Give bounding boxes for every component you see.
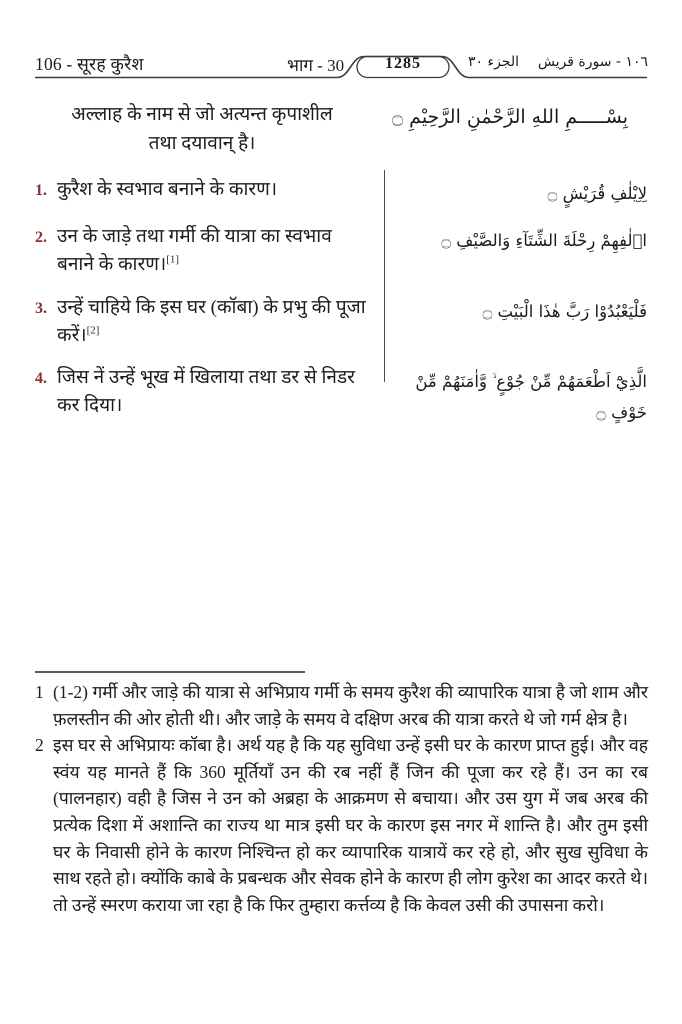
verse-2-text: उन के जाड़े तथा गर्मी की यात्रा का स्वभाव बनाने के कारण।[1]: [57, 226, 332, 276]
verse-row-2: [35, 223, 647, 279]
verse-3-hindi: [35, 294, 373, 350]
footnote-2-number: 2: [35, 735, 44, 756]
footnote-1: [35, 679, 648, 732]
footnote-2-text: इस घर से अभिप्रायः कॉबा है। अर्थ यह है कि यह सुविधा उन्हें इसी घर के कारण प्राप्त हुई। और वह स्वंय यह मानते हैं कि 360 मूर्तियाँ उन की रब नहीं हैं जिन की पूजा कर रहे हैं। उन का रब (पालनहार) वही है जिस ने उन को अब्रहा के आक्रमण से बचाया। और उस युग में जब अरब की प्रत्येक दिशा में अशान्ति का राज्य था मात्र इसी घर के कारण इस नगर में शान्ति है। और तुम इसी घर के निवासी होने के कारण निश्चिन्त हो कर व्यापारिक यात्रायें कर रहे हो, और सुख सुविधा के साथ रहते हो। क्योंकि काबे के प्रबन्धक और सेवक होने के कारण ही लोग कुरेश का आदर करते थे। तो उन्हें स्मरण कराया जा रहा है कि फिर तुम्हारा कर्त्तव्य है कि केवल उसी की उपासना करो।: [53, 735, 648, 915]
bismillah-hindi: अल्लाह के नाम से जो अत्यन्त कृपाशील तथा दयावान् है।: [71, 104, 333, 155]
verse-2-arabic: اٖلٰفِهِمْ رِحْلَةَ الشِّتَآءِ وَالصَّيْفِ ۝: [441, 231, 647, 251]
verse-row-1: [35, 176, 647, 209]
footnote-1-text: (1-2) गर्मी और जाड़े की यात्रा से अभिप्राय गर्मी के समय कुरैश की व्यापारिक यात्रा है जो शाम और फ़लस्तीन की ओर होती थी। और जाड़े के समय वे दक्षिण अरब की यात्रा करते थे जो गर्म क्षेत्र है।: [53, 682, 648, 729]
header-juz-arabic: الجزء ٣٠: [468, 54, 519, 70]
verse-2-hindi: [35, 223, 373, 279]
verse-row-3: [35, 294, 647, 350]
verse-3-footnote-ref: [2]: [86, 324, 100, 337]
verse-4-arabic: الَّذِيْٓ اَطْعَمَهُمْ مِّنْ جُوْعٍ ۙ وَّاٰمَنَهُمْ مِّنْ خَوْفٍ ۝: [415, 371, 647, 423]
header-surah-title-hindi: 106 - सूरह कुरैश: [35, 54, 144, 74]
header-surah-title-arabic: ١٠٦ - سورة قريش: [537, 54, 648, 70]
footnotes-block: [35, 679, 648, 918]
verse-3-number: 3.: [35, 299, 47, 317]
bismillah-arabic: بِسْـــــمِ اللهِ الرَّحْمٰنِ الرَّحِيْمِ ۝: [392, 106, 628, 128]
page-number: 1285: [385, 55, 421, 72]
verse-4-hindi: [35, 364, 373, 420]
footnote-separator-rule: [35, 671, 305, 673]
verse-1-text: कुरैश के स्वभाव बनाने के कारण।: [57, 179, 278, 200]
verses-block: [35, 176, 647, 442]
footnote-1-number: 1: [35, 682, 44, 702]
verse-1-arabic: لِاِيْلٰفِ قُرَيْشٍ ۝: [547, 184, 647, 203]
verse-4-number: 4.: [35, 369, 47, 387]
verse-1-number: 1.: [35, 182, 47, 199]
footnote-2: [35, 732, 648, 918]
verse-4-text: जिस नें उन्हें भूख में खिलाया तथा डर से निडर कर दिया।: [57, 366, 355, 416]
header-part-label-hindi: भाग - 30: [287, 56, 345, 75]
verse-2-footnote-ref: [1]: [166, 254, 180, 267]
verse-3-arabic: فَلْيَعْبُدُوْا رَبَّ هٰذَا الْبَيْتِ ۝: [482, 301, 647, 321]
verse-3-text: उन्हें चाहिये कि इस घर (कॉबा) के प्रभु की पूजा करें।[2]: [57, 296, 366, 346]
verse-1-hindi: [35, 176, 373, 204]
verse-2-number: 2.: [35, 229, 47, 247]
verse-row-4: [35, 364, 647, 429]
